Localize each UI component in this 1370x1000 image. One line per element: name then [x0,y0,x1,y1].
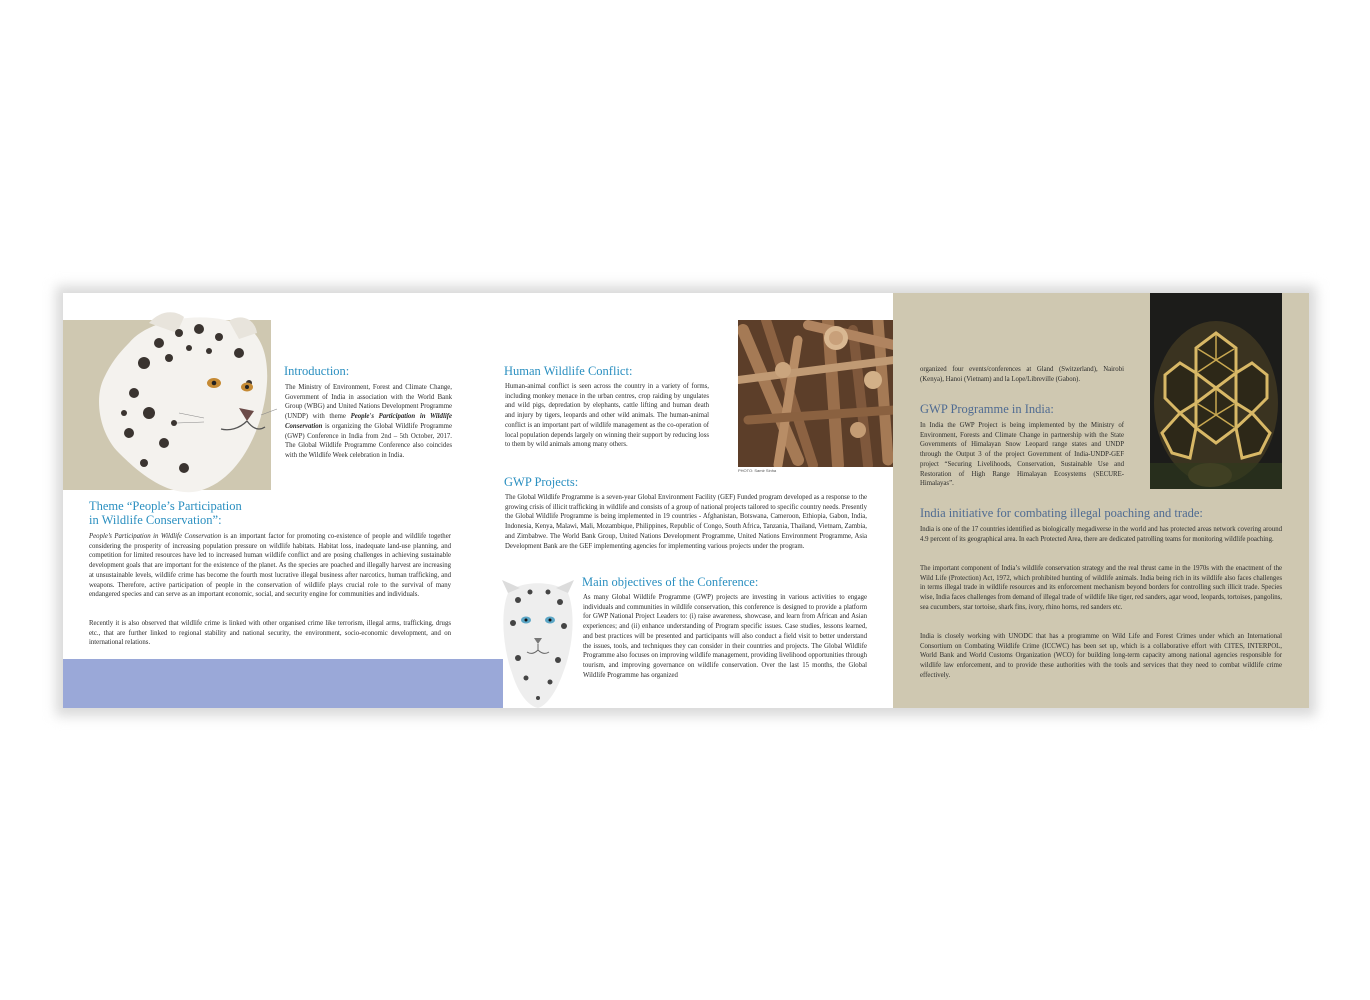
snow-leopard-front-illustration [498,578,578,708]
theme-heading-line2: in Wildlife Conservation”: [89,513,222,527]
continued-text: organized four events/conferences at Gland (Switzerland), Nairobi (Kenya), Hanoi (Vietnam) and la Lope/Libreville (Gabon). [920,366,1124,383]
india-initiative-heading: India initiative for combating illegal poaching and trade: [920,506,1203,520]
theme-para1-italic: People’s Participation in Wildlife Conservation [89,533,222,540]
star-tortoise-photo [1150,293,1282,489]
timber-photo [738,320,894,467]
gwp-india-text: In India the GWP Project is being implemented by the Ministry of Environment, Forests and Climate Change in partnership with the State Governments of Himalayan Snow Leopard range states and UNDP through the Output 3 of the project Government of India-UNDP-GEF project “Securing Livelihoods, Conservation, Sustainable Use and Restoration of High Range Himalayan Ecosystems (SECURE-Himalayas”. [920,422,1124,488]
objectives-text: As many Global Wildlife Programme (GWP) projects are investing in various activities to engage individuals and communities in wildlife conservation, this conference is designed to provide a platform for GWP National Project Leaders to: (i) raise awareness, showcase, and learn from African and Asian experiences; and (ii) enhance understanding of Program specific issues. Case studies, lessons learned, and best practices will be presented and participants will also conduct a field visit to better understand the issues, tools, and techniques they can consider in their countries and projects. The Global Wildlife Programme also focuses on improving wildlife management, providing livelihood opportunities through tourism, and improving governance on wildlife conservation. Over the last 15 months, the Global Wildlife Programme has organized [583,594,867,679]
intro-text-part1: The Ministry of Environment, Forest and Climate Change, Government of India in association with the World Bank Group (WBG) and United Nations Development Programme (UNDP) with theme [285,384,452,421]
gwp-india-heading: GWP Programme in India: [920,402,1054,416]
india-initiative-para1: India is one of the 17 countries identified as biologically megadiverse in the world and has protected areas network covering around 4.9 percent of its geographical area. In each Protected Area, there are dedicated patrolling teams for monitoring wildlife poaching. [920,526,1282,543]
india-initiative-para3: India is closely working with UNODC that has a programme on Wild Life and Forest Crimes under which an International Consortium on Combating Wildlife Crime (ICCWC) has been set up, which is a collaborative effort with CITES, INTERPOL, World Bank and World Customs Organization (WCO) for building long-term capacity among national agencies responsible for wildlife law enforcement, and to provide these authorities with the tools and services that they need to combat wildlife crime effectively. [920,633,1282,679]
theme-heading-line1: Theme “People’s Participation [89,499,242,513]
hwc-text: Human-animal conflict is seen across the country in a variety of forms, including monkey menace in the urban centres, crop raiding by ungulates and wild pigs, depredation by elephants, cattle lifting and human death and injury by tigers, leopards and other wild animals. The human-animal conflict is an important part of wildlife management as the co-operation of local population depends largely on winning their support by reducing loss to them by wild animals among many others. [505,383,709,449]
snow-leopard-illustration [89,303,279,493]
intro-text-part2: is organizing the Global Wildlife Programme (GWP) Conference in India from 2nd – 5th October, 2017. The Global Wildlife Programme Conference also coincides with the Wildlife Week celebration in India. [285,422,452,459]
photo-caption: PHOTO: Samir Sinha [738,468,777,473]
objectives-heading: Main objectives of the Conference: [582,575,759,589]
theme-para1-rest: is an important factor for promoting co-existence of people and wildlife together considering the prosperity of increasing population pressure on wildlife habitats. Habitat loss, inadequate land-use planning, and competition for limited resources have led to increased human wildlife conflict and are posing challenges in achieving sustainable development goals that are important for the existence of the planet. As the species are poached and illegally harvest are increasing at unsustainable levels, wildlife crime has become the fourth most lucrative illegal business after narcotics, human trafficking, and weapons. Therefore, active participation of people in the conservation of wildlife plays crucial role to the survival of many endangered species and can serve as an important economic, social, and security engine for communities and individuals. [89,533,451,599]
intro-heading: Introduction: [284,364,350,378]
theme-para2: Recently it is also observed that wildlife crime is linked with other organised crime like terrorism, illegal arms, trafficking, drugs etc., that are further linked to regional stability and national security, the environment, socio-economic development, and on international relations. [89,620,451,647]
india-initiative-para2: The important component of India’s wildlife conservation strategy and the real thrust came in the 1970s with the enactment of the Wild Life (Protection) Act, 1972, which prohibited hunting of wildlife animals. India being rich in its wildlife also faces challenges in terms illegal trade in wildlife resources and its enforcement mechanism beyond borders for controlling such illicit trade. Species wise, India faces challenges from demand of illegal trade of wildlife like tiger, red sanders, agar wood, leopards, tortoises, pangolins, sea cucumbers, star tortoise, shark fins, ivory, rhino horns, red sanders etc. [920,565,1282,611]
gwp-projects-heading: GWP Projects: [504,475,579,489]
lavender-band [63,659,503,708]
brochure-sheet [63,293,1309,708]
intro-text-bold: People's Participation in Wildlife Conservation [285,413,452,430]
theme-para1 [89,532,451,600]
theme-heading [89,499,242,527]
gwp-projects-text: The Global Wildlife Programme is a seven-year Global Environment Facility (GEF) Funded program developed as a response to the growing crisis of illicit trafficking in wildlife and consists of a group of national projects tailored to specific country needs. Presently the Global Wildlife Programme is being implemented in 19 countries - Afghanistan, Botswana, Cameroon, Ethiopia, Gabon, India, Indonesia, Kenya, Malawi, Mali, Mozambique, Philippines, Republic of Congo, South Africa, Tanzania, Thailand, Vietnam, Zambia, and Zimbabwe. The World Bank Group, United Nations Development Programme, United Nations Environment Programme, Asia Development Bank are the GEF implementing agencies for implementing various projects under the program. [505,494,867,550]
hwc-heading: Human Wildlife Conflict: [504,364,633,378]
intro-text [285,383,452,461]
